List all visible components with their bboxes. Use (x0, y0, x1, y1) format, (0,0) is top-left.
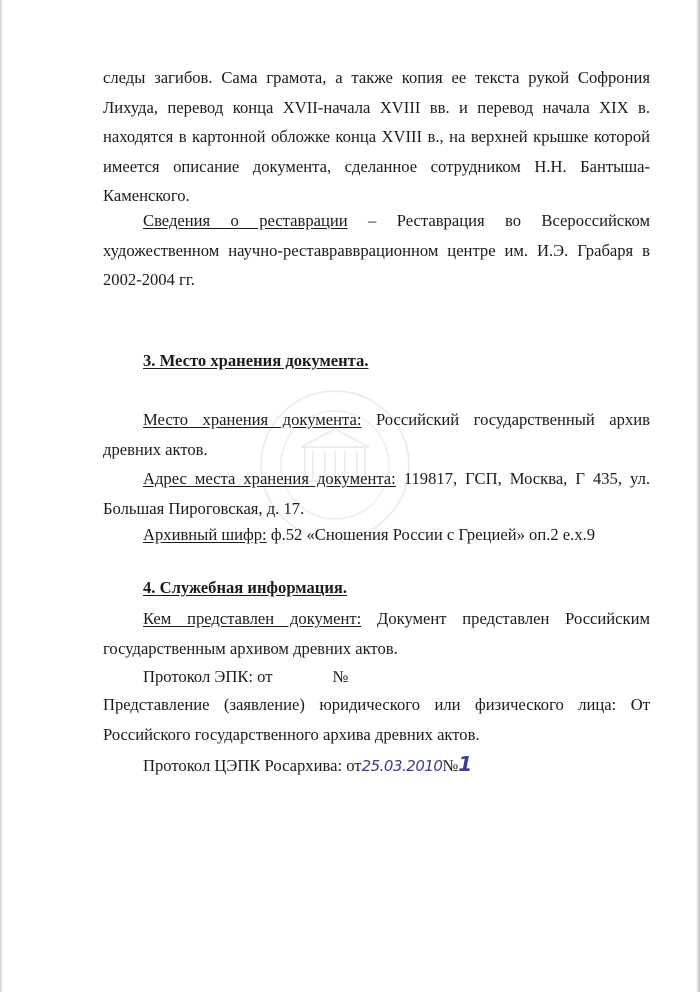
representation-text: Представление (заявление) юридического или физического лица: От Российского государственного архива древних актов. (103, 695, 650, 744)
storage-text: Российский государственный архив древних актов. (103, 410, 650, 459)
storage-paragraph (103, 405, 650, 464)
paragraph-description-end (103, 63, 650, 211)
storage-label: Место хранения документа: (143, 410, 362, 429)
scan-edge-left (0, 0, 3, 992)
representation-paragraph (103, 690, 650, 749)
submitted-text: Документ представлен Российским государственным архивом древних актов. (103, 609, 650, 658)
section4-heading: 4. Служебная информация. (143, 578, 348, 597)
address-label: Адрес места хранения документа: (143, 469, 396, 488)
address-paragraph (103, 464, 650, 523)
submitted-label: Кем представлен документ: (143, 609, 362, 628)
address-text: 119817, ГСП, Москва, Г 435, ул. Большая Пироговская, д. 17. (103, 469, 650, 518)
restoration-label: Сведения о реставрации (143, 211, 348, 230)
cepk-label: Протокол ЦЭПК Росархива: от (143, 756, 362, 775)
cepk-number-sign: № (442, 756, 459, 775)
cipher-text: ф.52 «Сношения России с Грецией» оп.2 е.х.9 (270, 525, 596, 544)
restoration-text: Реставрация во Всероссийском художественном научно-реставравврационном центре им. И.Э. Грабаря в 2002-2004 гг. (103, 211, 650, 289)
section3-heading: 3. Место хранения документа. (143, 351, 369, 370)
epk-protocol-line (103, 662, 650, 692)
epk-number-sign: № (332, 667, 349, 686)
restoration-paragraph (103, 206, 650, 295)
cepk-handwritten-date: 25.03.2010 (361, 757, 443, 775)
description-text: следы загибов. Сама грамота, а также копия ее текста рукой Софрония Лихуда, перевод конца XVII-начала XVIII вв. и перевод начала XIX в. находятся в картонной обложке конца XVIII в., на верхней крышке которой имеется описание документа, сделанное сотрудником Н.Н. Бантыша-Каменского. (103, 68, 650, 205)
restoration-dash: – (368, 211, 377, 230)
scan-edge-right (696, 0, 700, 992)
cipher-label: Архивный шифр: (143, 525, 267, 544)
epk-label: Протокол ЭПК: от (143, 667, 273, 686)
cepk-handwritten-number: 1 (458, 752, 472, 776)
submitted-paragraph (103, 604, 650, 663)
cipher-paragraph (103, 520, 650, 550)
cepk-protocol-line (103, 750, 650, 782)
